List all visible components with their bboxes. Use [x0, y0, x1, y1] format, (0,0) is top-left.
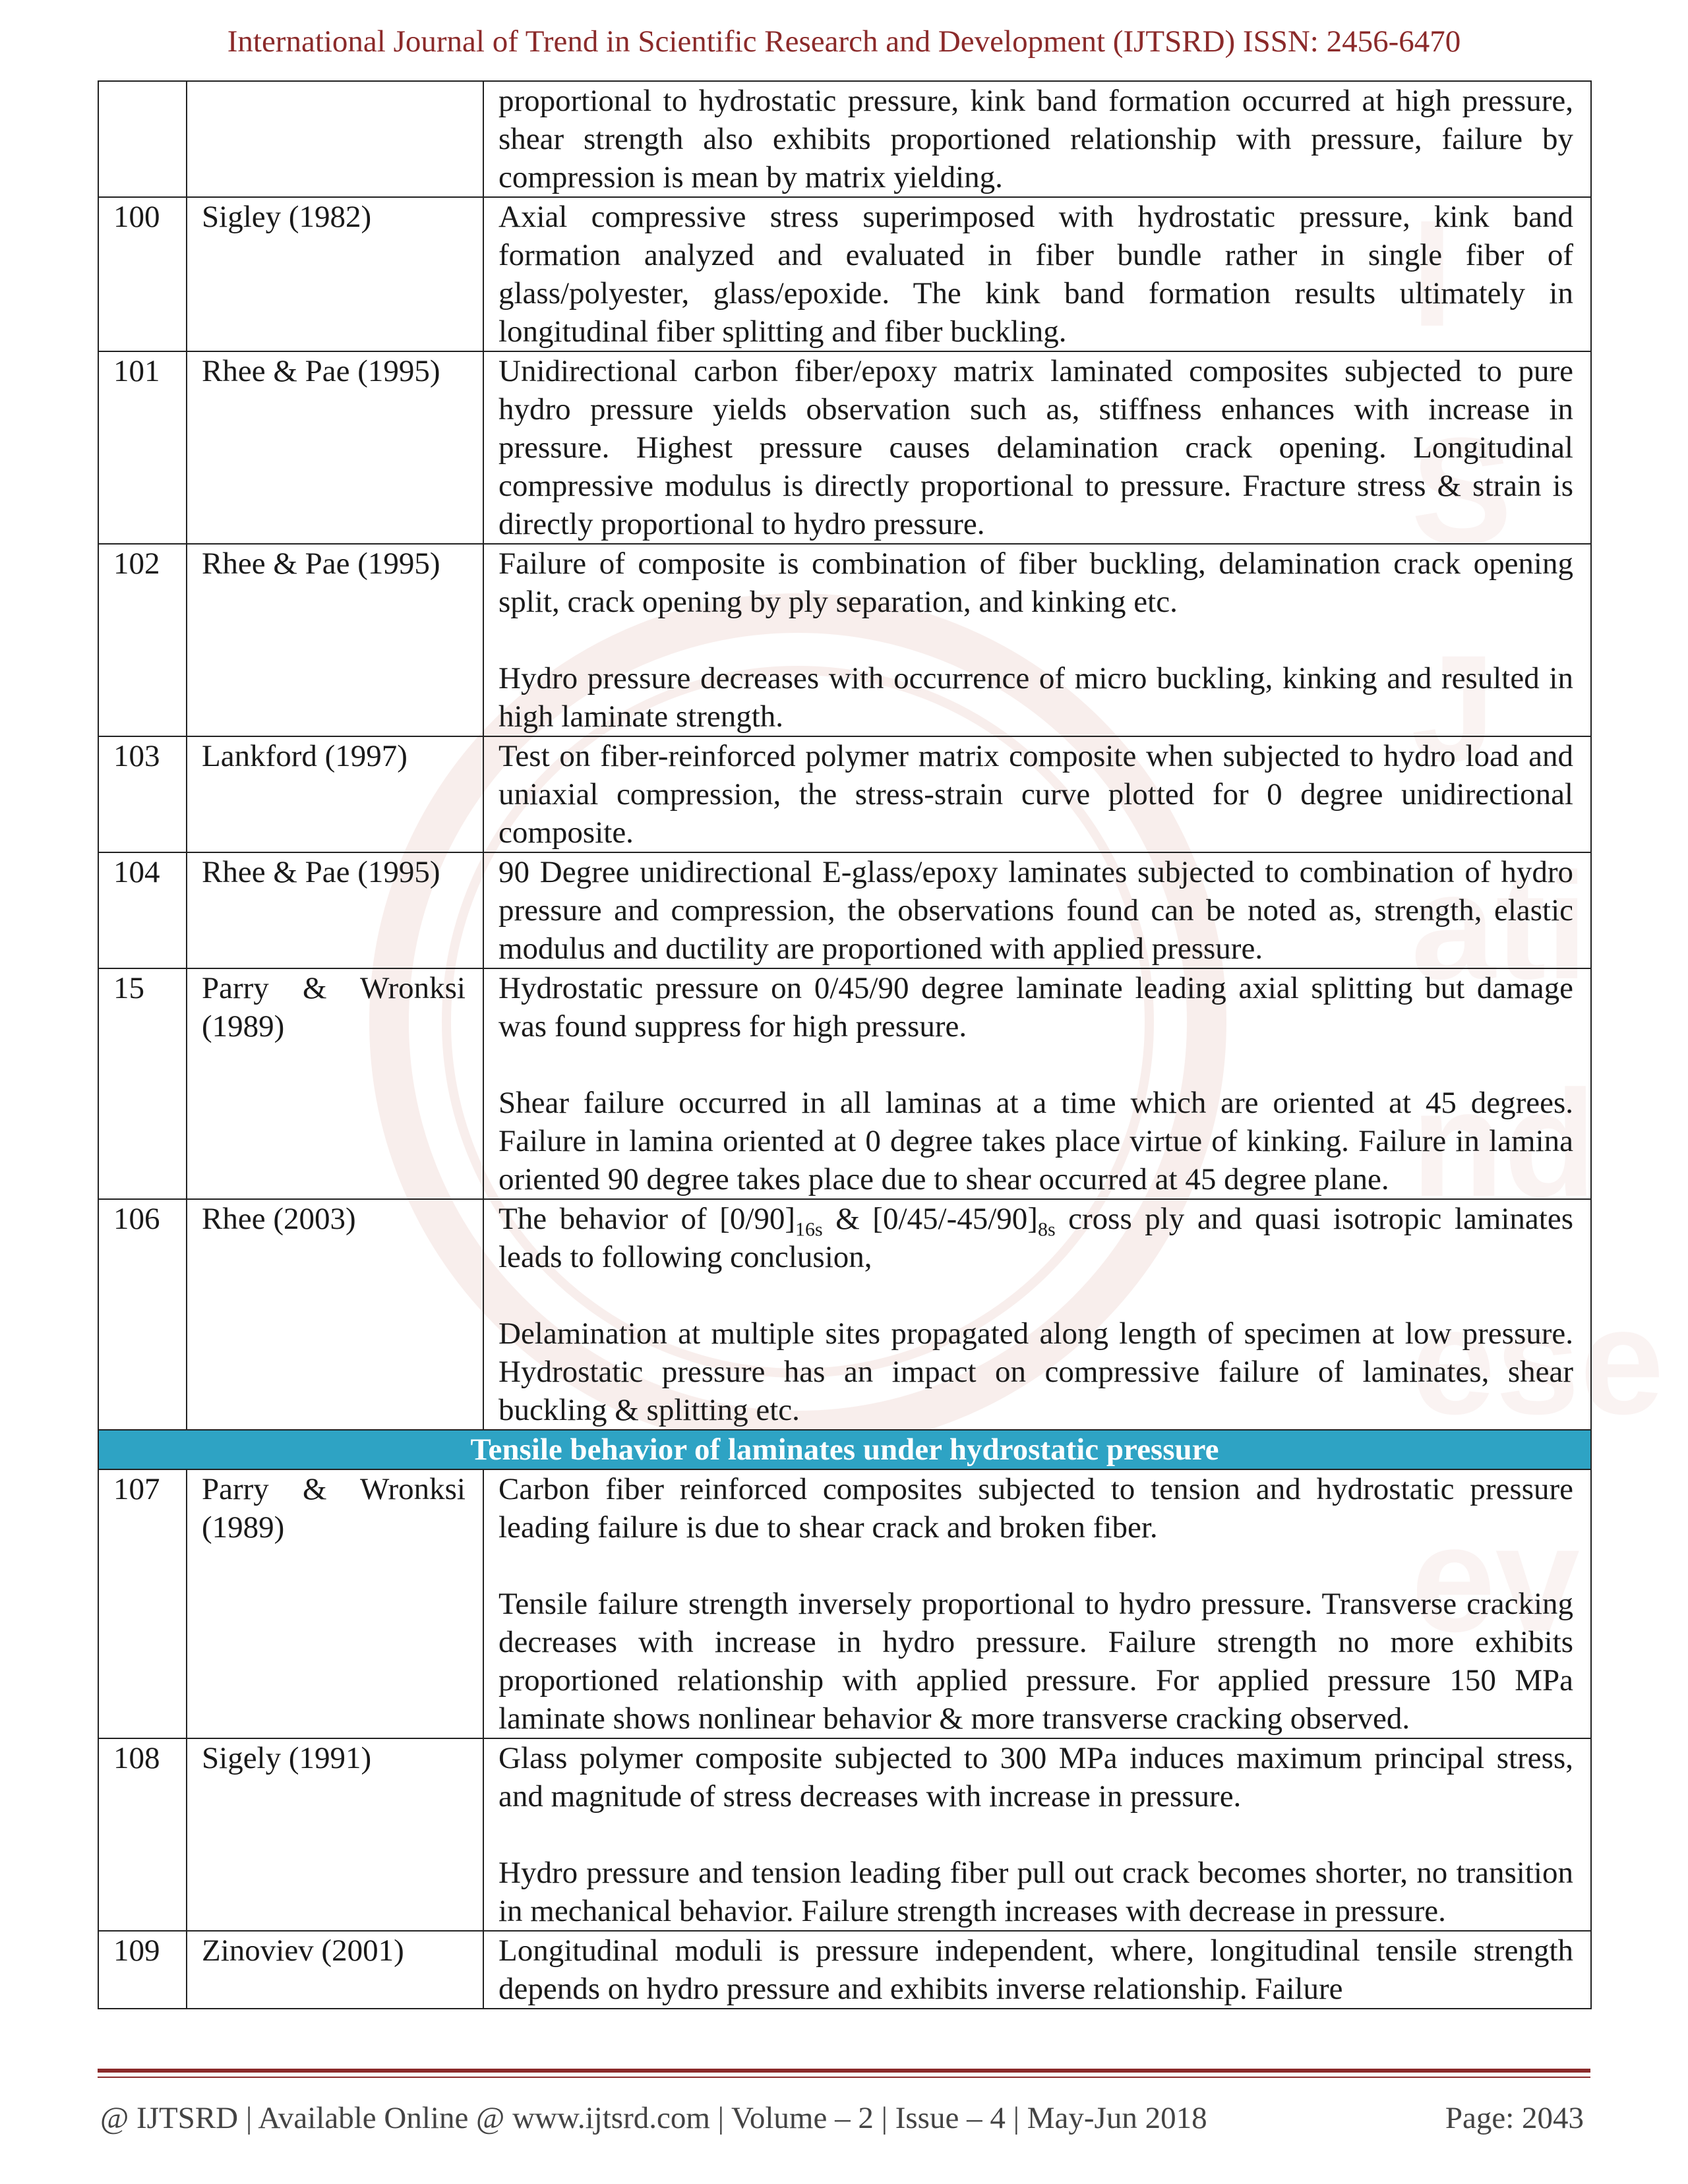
footer-info: @ IJTSRD | Available Online @ www.ijtsrd.com | Volume – 2 | Issue – 4 | May-Jun 2018: [100, 2101, 1207, 2135]
table-row: [98, 1469, 1591, 1738]
row-description: [483, 1469, 1591, 1738]
row-author: Rhee & Pae (1995): [187, 852, 483, 968]
row-author: Rhee (2003): [187, 1199, 483, 1430]
description-paragraph: Axial compressive stress superimposed with hydrostatic pressure, kink band formation analyzed and evaluated in fiber bundle rather in single fiber of glass/polyester, glass/epoxide. The kink band formation results ultimately in longitudinal fiber splitting and fiber buckling.: [498, 200, 1573, 349]
row-author: Rhee & Pae (1995): [187, 544, 483, 736]
row-author: Sigely (1991): [187, 1738, 483, 1931]
journal-header: International Journal of Trend in Scientific Research and Development (IJTSRD) ISSN: 2456-6470: [227, 24, 1461, 59]
row-author: Lankford (1997): [187, 736, 483, 852]
table-row: [98, 852, 1591, 968]
table-row: [98, 968, 1591, 1199]
table-body-compression: [98, 81, 1591, 1199]
row-author: Zinoviev (2001): [187, 1931, 483, 2009]
description-paragraph: 90 Degree unidirectional E-glass/epoxy laminates subjected to combination of hydro pressure and compression, the observations found can be noted as, strength, elastic modulus and ductility are proportioned with applied pressure.: [498, 855, 1573, 966]
watermark-side-text: I S J ati nd ese ev: [1411, 189, 1664, 1663]
row-description: [483, 544, 1591, 736]
description-paragraph: Hydro pressure decreases with occurrence of micro buckling, kinking and resulted in high laminate strength.: [498, 661, 1573, 734]
row-author: Rhee & Pae (1995): [187, 351, 483, 544]
footer-rule: [98, 2069, 1590, 2073]
row-number: 108: [98, 1738, 187, 1931]
table-row: [98, 544, 1591, 736]
description-paragraph: Shear failure occurred in all laminas at a time which are oriented at 45 degrees. Failure in lamina oriented at 0 degree takes place virtue of kinking. Failure in lamina oriented 90 degree takes place due to shear occurred at 45 degree plane.: [498, 1086, 1573, 1196]
row-description: [483, 1931, 1591, 2009]
table-body-tensile: [98, 1469, 1591, 2009]
row-description: [483, 197, 1591, 351]
row-author: Parry & Wronksi (1989): [187, 968, 483, 1199]
description-paragraph: proportional to hydrostatic pressure, kink band formation occurred at high pressure, shear strength also exhibits proportioned relationship with pressure, failure by compression is mean by matrix yielding.: [498, 84, 1573, 194]
row-number: 15: [98, 968, 187, 1199]
row-description: [483, 968, 1591, 1199]
table-row: [98, 197, 1591, 351]
row-number: 109: [98, 1931, 187, 2009]
table-row: [98, 1931, 1591, 2009]
description-paragraph: Hydrostatic pressure on 0/45/90 degree laminate leading axial splitting but damage was found suppress for high pressure.: [498, 971, 1573, 1044]
description-paragraph: Delamination at multiple sites propagated along length of specimen at low pressure. Hydrostatic pressure has an impact on compressive failure of laminates, shear buckling & splitting etc.: [498, 1316, 1573, 1427]
table-body-row106: [98, 1199, 1591, 1469]
row-number: 107: [98, 1469, 187, 1738]
row-author: Sigley (1982): [187, 197, 483, 351]
section-header-row: [98, 1430, 1591, 1469]
row-number: 102: [98, 544, 187, 736]
row-author: Parry & Wronksi (1989): [187, 1469, 483, 1738]
page-number: Page: 2043: [1445, 2101, 1584, 2135]
row-number: 106: [98, 1199, 187, 1430]
row-description: [483, 736, 1591, 852]
description-paragraph: Hydro pressure and tension leading fiber pull out crack becomes shorter, no transition in mechanical behavior. Failure strength increases with decrease in pressure.: [498, 1856, 1573, 1928]
page-footer: [100, 2100, 1584, 2140]
description-paragraph: Unidirectional carbon fiber/epoxy matrix laminated composites subjected to pure hydro pressure yields observation such as, stiffness enhances with increase in pressure. Highest pressure causes delamination crack opening. Longitudinal compressive modulus is directly proportional to pressure. Fracture stress & strain is directly proportional to hydro pressure.: [498, 354, 1573, 541]
description-paragraph: The behavior of $[0/90]_{16s}$ & $[0/45/-45/90]_{8s}$ cross ply and quasi isotropic laminates leads to following conclusion,: [498, 1202, 1574, 1274]
row-description: [483, 1738, 1591, 1931]
description-paragraph: Failure of composite is combination of fiber buckling, delamination crack opening split, crack opening by ply separation, and kinking etc.: [498, 546, 1573, 619]
row-author: [187, 81, 483, 197]
description-paragraph: Glass polymer composite subjected to 300 MPa induces maximum principal stress, and magnitude of stress decreases with increase in pressure.: [498, 1741, 1573, 1814]
row-number: [98, 81, 187, 197]
table-row: [98, 81, 1591, 197]
table-row: [98, 1199, 1591, 1430]
description-paragraph: Carbon fiber reinforced composites subjected to tension and hydrostatic pressure leading failure is due to shear crack and broken fiber.: [498, 1472, 1573, 1545]
row-number: 104: [98, 852, 187, 968]
section-title: Tensile behavior of laminates under hydrostatic pressure: [98, 1430, 1591, 1469]
table-row: [98, 351, 1591, 544]
description-paragraph: Tensile failure strength inversely proportional to hydro pressure. Transverse cracking decreases with increase in hydro pressure. Failure strength no more exhibits proportioned relationship with applied pressure. For applied pressure 150 MPa laminate shows nonlinear behavior & more transverse cracking observed.: [498, 1587, 1573, 1736]
description-paragraph: Test on fiber-reinforced polymer matrix composite when subjected to hydro load and uniaxial compression, the stress-strain curve plotted for 0 degree unidirectional composite.: [498, 739, 1573, 850]
literature-table: [98, 80, 1592, 2009]
row-description: [483, 351, 1591, 544]
description-paragraph: Longitudinal moduli is pressure independent, where, longitudinal tensile strength depends on hydro pressure and exhibits inverse relationship. Failure: [498, 1933, 1573, 2006]
row-number: 103: [98, 736, 187, 852]
row-number: 101: [98, 351, 187, 544]
table-row: [98, 1738, 1591, 1931]
row-description: [483, 81, 1591, 197]
footer-rule-thin: [98, 2077, 1590, 2078]
row-description: [483, 852, 1591, 968]
row-number: 100: [98, 197, 187, 351]
table-row: [98, 736, 1591, 852]
row-description: [483, 1199, 1591, 1430]
